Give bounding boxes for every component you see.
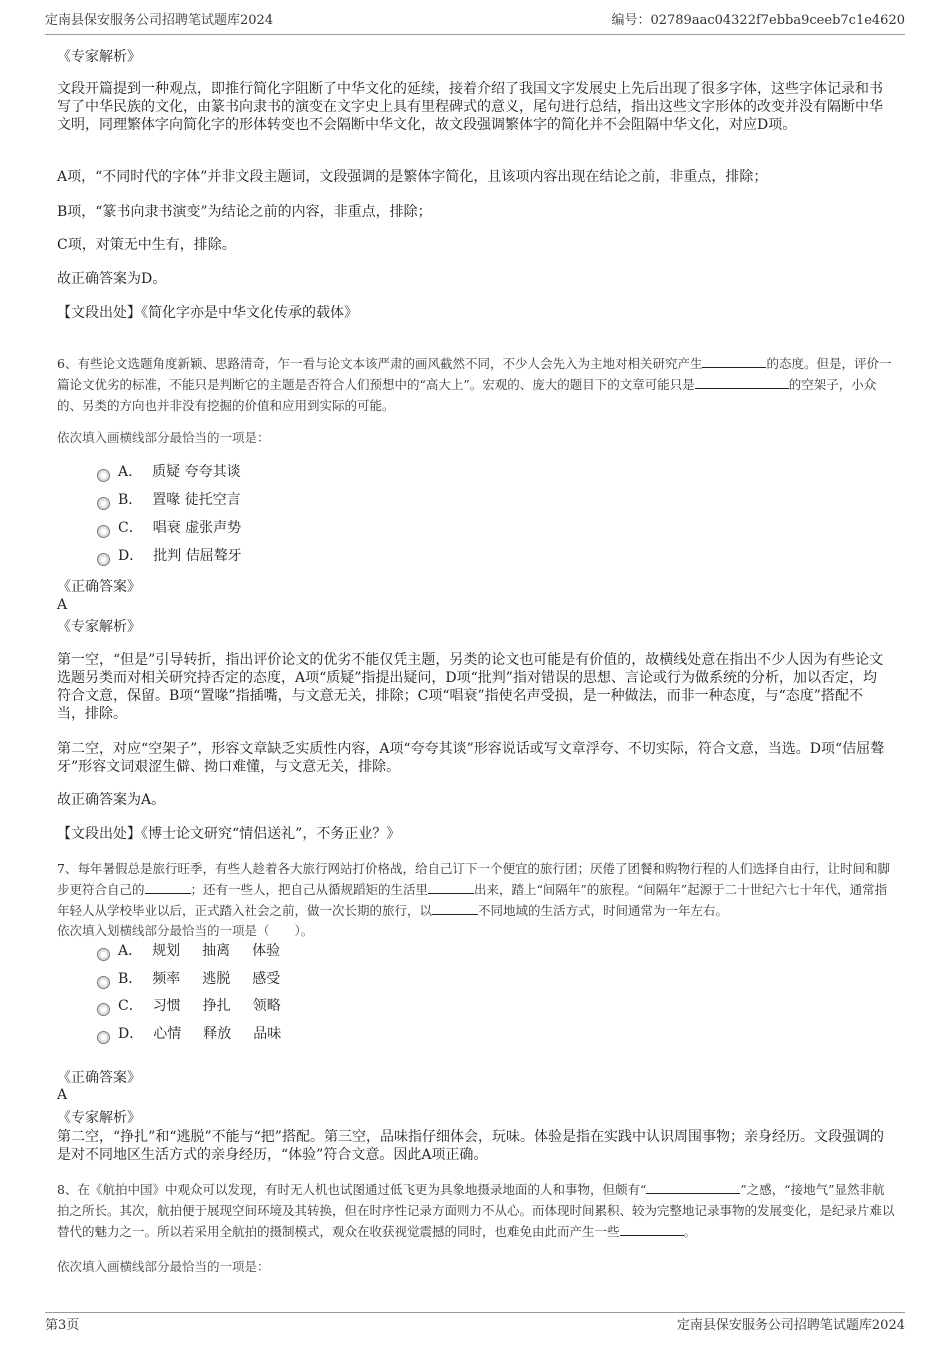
q6-prompt: 依次填入画横线部分最恰当的一项是： bbox=[57, 430, 270, 445]
radio-icon[interactable] bbox=[97, 469, 110, 482]
prev-analysis: 文段开篇提到一种观点，即推行简化字阻断了中华文化的延续，接着介绍了我国文字发展史上先后出现了很多字体，这些字体记录和书写了中华民族的文化，由篆书向隶书的演变在文字史上具有里程碑式的意义，尾句进行总结，指出这些文字形体的改变并没有隔断中华文明，同理繁体字向简化字的形体转变也不会隔断中华文化，故文段强调繁体字的简化并不会阻隔中华文化，对应D项。 bbox=[57, 81, 883, 133]
q6-analysis-1: 第一空，“但是”引导转折，指出评价论文的优劣不能仅凭主题，另类的论文也可能是有价值的，故横线处意在指出不少人因为有些论文选题另类而对相关研究持否定的态度，A项“质疑”指提出疑问，D项“批判”指对错误的思想、言论或行为做系统的分析，加以否定，均符合文意，保留。B项“置喙”指插嘴，与文意无关，排除；C项“唱衰”指使名声受损，是一种做法，而非一种态度，与“态度”搭配不当，排除。 bbox=[57, 652, 884, 722]
header-title: 定南县保安服务公司招聘笔试题库2024 bbox=[45, 13, 274, 28]
q7-option-d[interactable]: D． 心情 释放 品味 bbox=[97, 1024, 281, 1044]
radio-icon[interactable] bbox=[97, 1031, 110, 1044]
q8-prompt: 依次填入画横线部分最恰当的一项是： bbox=[57, 1259, 270, 1274]
prev-option-c-analysis: C项，对策无中生有，排除。 bbox=[57, 237, 236, 253]
q7-stem: 7、每年暑假总是旅行旺季，有些人趁着各大旅行网站打价格战，给自己订下一个便宜的旅行团；厌倦了团餐和购物行程的人们选择自由行，让时间和脚步更符合自己的 ；还有一些人，把自己从循规蹈矩的生活里 出来，踏上“间隔年”的旅程。“间隔年”起源于二十世纪六七十年代，通常指年轻人从学校毕业以后，正式踏入社会之前，做一次长期的旅行，以 不同地域的生活方式，时间通常为一年左右。 bbox=[57, 861, 890, 918]
prev-conclusion: 故正确答案为D。 bbox=[57, 271, 167, 287]
q6-expert-heading: 《专家解析》 bbox=[57, 619, 141, 635]
q7-blank-1 bbox=[145, 880, 191, 894]
radio-icon[interactable] bbox=[97, 553, 110, 566]
q6-option-b[interactable]: B． 置喙 徒托空言 bbox=[97, 490, 241, 510]
q6-source: 【文段出处】《博士论文研究“情侣送礼”，不务正业？》 bbox=[57, 826, 401, 842]
q8-blank-2 bbox=[620, 1222, 684, 1236]
q7-blank-2 bbox=[428, 880, 474, 894]
footer-title: 定南县保安服务公司招聘笔试题库2024 bbox=[676, 1318, 905, 1333]
q7-expert-heading: 《专家解析》 bbox=[57, 1110, 141, 1126]
page-number: 第3页 bbox=[45, 1318, 80, 1333]
radio-icon[interactable] bbox=[97, 976, 110, 989]
q7-option-c[interactable]: C． 习惯 挣扎 领略 bbox=[97, 996, 281, 1016]
q6-blank-1 bbox=[702, 354, 766, 368]
page-header bbox=[45, 12, 905, 35]
header-serial: 编号：02789aac04322f7ebba9ceeb7c1e4620 bbox=[611, 13, 905, 28]
q7-option-b[interactable]: B． 频率 逃脱 感受 bbox=[97, 969, 280, 989]
radio-icon[interactable] bbox=[97, 1003, 110, 1016]
q6-option-d[interactable]: D． 批判 佶屈聱牙 bbox=[97, 546, 242, 566]
q6-option-c[interactable]: C． 唱衰 虚张声势 bbox=[97, 518, 241, 538]
q6-analysis-2: 第二空，对应“空架子”，形容文章缺乏实质性内容，A项“夸夸其谈”形容说话或写文章浮夸、不切实际，符合文意，当选。D项“佶屈聱牙”形容文词艰涩生僻、拗口难懂，与文意无关，排除。 bbox=[57, 741, 885, 775]
q6-option-a[interactable]: A． 质疑 夸夸其谈 bbox=[97, 462, 241, 482]
radio-icon[interactable] bbox=[97, 497, 110, 510]
prev-source: 【文段出处】《简化字亦是中华文化传承的载体》 bbox=[57, 305, 358, 321]
prev-option-b-analysis: B项，“篆书向隶书演变”为结论之前的内容，非重点，排除； bbox=[57, 204, 432, 220]
q7-option-a[interactable]: A． 规划 抽离 体验 bbox=[97, 941, 280, 961]
q6-stem: 6、有些论文选题角度新颖、思路清奇，乍一看与论文本该严肃的画风截然不同，不少人会先入为主地对相关研究产生 的态度。但是，评价一篇论文优劣的标准，不能只是判断它的主题是否符合人们预想中的“高大上”。宏观的、庞大的题目下的文章可能只是 的空架子，小众的、另类的方向也并非没有挖掘的价值和应用到实际的可能。 bbox=[57, 356, 892, 413]
radio-icon[interactable] bbox=[97, 525, 110, 538]
q8-stem: 8、在《航拍中国》中观众可以发现，有时无人机也试图通过低飞更为具象地摄录地面的人和事物，但颇有“ ”之感，“接地气”显然非航拍之所长。其次，航拍便于展现空间环境及其转换，但在时序性记录方面则力不从心。而体现时间累积、较为完整地记录事物的发展变化，是纪录片难以替代的魅力之一。所以若采用全航拍的摄制模式，观众在收获视觉震撼的同时，也难免由此而产生一些 。 bbox=[57, 1182, 895, 1239]
q7-blank-3 bbox=[432, 901, 478, 915]
q8-blank-1 bbox=[646, 1180, 740, 1194]
q7-prompt: 依次填入划横线部分最恰当的一项是（ ）。 bbox=[57, 923, 314, 938]
radio-icon[interactable] bbox=[97, 948, 110, 961]
q7-analysis: 第二空，“挣扎”和“逃脱”不能与“把”搭配。第三空，品味指仔细体会，玩味。体验是指在实践中认识周围事物；亲身经历。文段强调的是对不同地区生活方式的亲身经历，“体验”符合文意。因此A项正确。 bbox=[57, 1129, 884, 1163]
page-footer bbox=[45, 1312, 905, 1335]
q7-answer: A bbox=[57, 1087, 68, 1103]
prev-option-a-analysis: A项，“不同时代的字体”并非文段主题词，文段强调的是繁体字简化，且该项内容出现在结论之前，非重点，排除； bbox=[57, 169, 768, 185]
q6-answer: A bbox=[57, 597, 68, 613]
q7-correct-heading: 《正确答案》 bbox=[57, 1070, 141, 1086]
q6-correct-heading: 《正确答案》 bbox=[57, 579, 141, 595]
prev-expert-heading: 《专家解析》 bbox=[57, 49, 141, 65]
q6-blank-2 bbox=[695, 375, 789, 389]
q6-conclusion: 故正确答案为A。 bbox=[57, 792, 166, 808]
